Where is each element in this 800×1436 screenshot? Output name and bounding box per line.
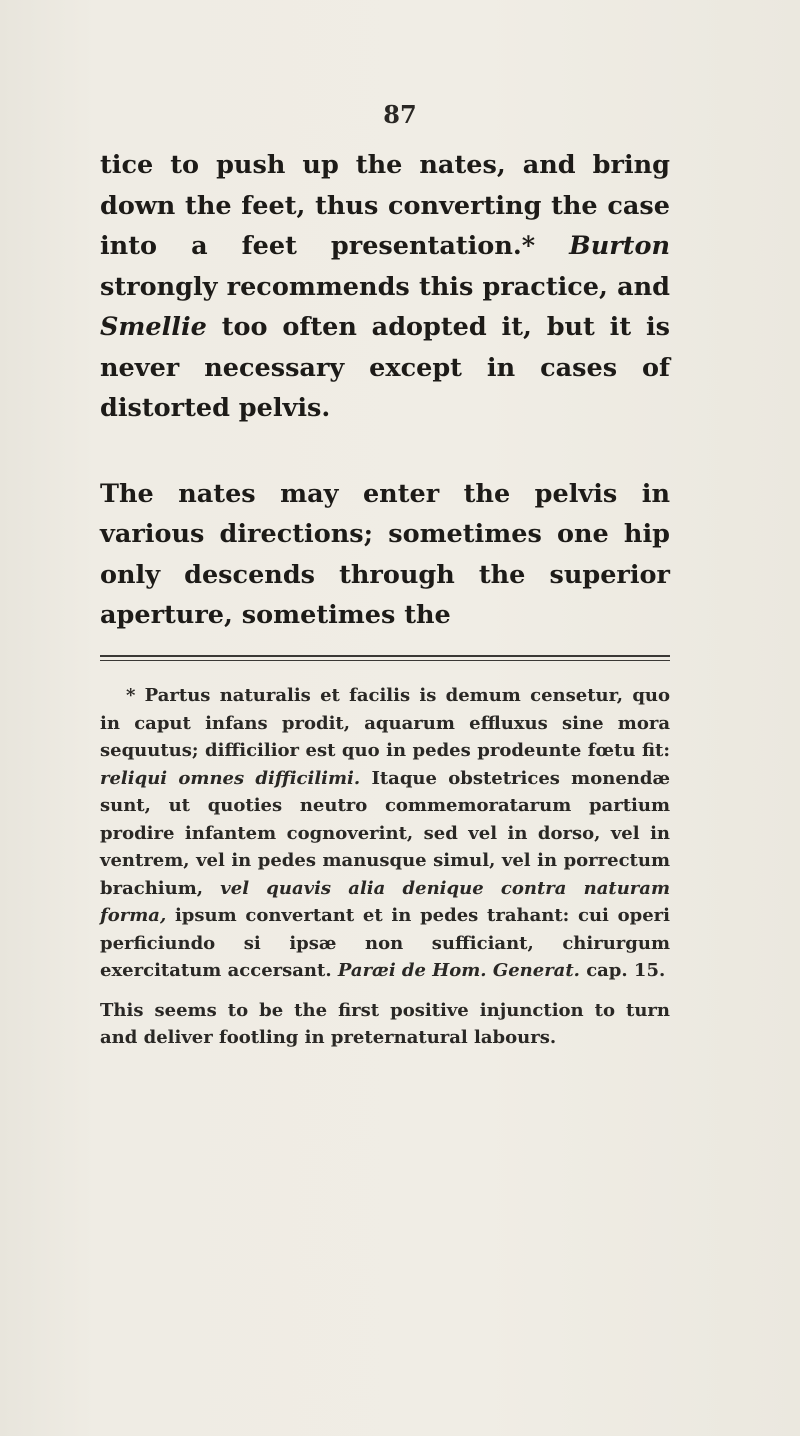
footnote-latin-a: * Partus naturalis et facilis is demum censetur, quo in caput infans prodit, aquarum effluxus sine mora sequutus; difficilior est quo in pedes prodeunte fœtu fit: — [100, 685, 670, 761]
footnote-latin-italic-reliqui: reliqui omnes difficilimi. — [100, 767, 361, 789]
main-text — [100, 145, 670, 636]
footnote-latin — [100, 682, 670, 985]
footnote-latin-italic-quavis: vel quavis alia denique contra naturam forma, — [100, 877, 670, 926]
footnote-divider — [100, 655, 670, 661]
paragraph-1-text-c: too often adopted it, but it is never necessary except in cases of distorted pelvis. — [100, 312, 670, 423]
author-name-burton: Burton — [569, 231, 670, 261]
footnote — [100, 682, 670, 1052]
footnote-citation: Paræi de Hom. Generat. — [337, 960, 580, 981]
footnote-latin-d: cap. 15. — [579, 960, 666, 981]
footnote-latin-c: ipsum convertant et in pedes trahant: cui operi perficiundo si ipsæ non sufficiant, chirurgum exercitatum accersant. — [100, 905, 670, 981]
paragraph-1-text-a: tice to push up the nates, and bring down the feet, thus converting the case into a feet presentation.* — [100, 150, 670, 261]
paragraph-2: The nates may enter the pelvis in various directions; sometimes one hip only descends through the superior aperture, sometimes the — [100, 478, 670, 630]
page-number: 87 — [383, 100, 417, 129]
paragraph-1-text-b: strongly recommends this practice, and — [100, 271, 670, 302]
paragraph-1 — [100, 145, 670, 429]
footnote-latin-b: Itaque obstetrices monendæ sunt, ut quoties neutro commemoratarum partium prodire infantem cognoverint, sed vel in dorso, vel in ventrem, vel in pedes manusque simul, vel in porrectum brachium, — [100, 767, 671, 899]
footnote-english: This seems to be the first positive injunction to turn and deliver footling in preternatural labours. — [100, 999, 670, 1048]
author-name-smellie: Smellie — [100, 312, 207, 342]
